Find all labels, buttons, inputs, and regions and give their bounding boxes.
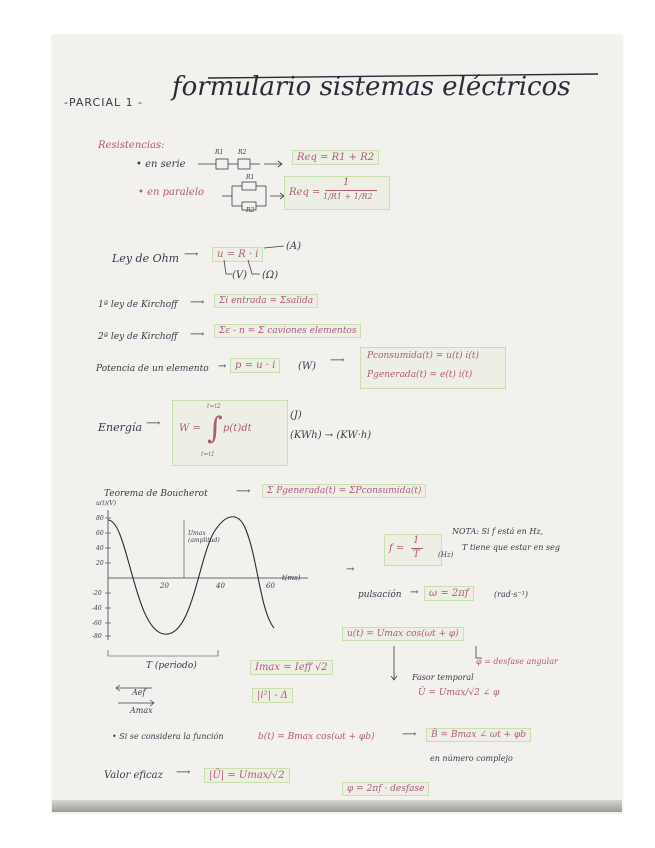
potencia-unit: (W) bbox=[298, 361, 317, 372]
ohm-formula: u = R · i bbox=[212, 247, 263, 262]
pulsacion-label: pulsación bbox=[358, 590, 402, 600]
paralelo-denominator: 1/R1 + 1/R2 bbox=[323, 192, 373, 201]
serie-label: • en serie bbox=[136, 159, 186, 170]
page-edge-shadow bbox=[52, 800, 622, 812]
aef-amax-arrows bbox=[112, 684, 162, 710]
ytick-20: 20 bbox=[96, 560, 104, 567]
paralelo-label: • en paralelo bbox=[138, 187, 205, 198]
frecuencia-den: T bbox=[413, 549, 420, 560]
kirchhoff2-arrow: ⟶ bbox=[190, 329, 205, 340]
ohm-label: Ley de Ohm bbox=[112, 252, 180, 265]
graph-ylabel: u(t)(V) bbox=[96, 500, 116, 507]
amax-label: Amax bbox=[130, 706, 153, 715]
ytick-80: 80 bbox=[96, 515, 104, 522]
eficaz-arrow: ⟶ bbox=[176, 767, 191, 778]
paralelo-lhs: Req = bbox=[289, 187, 321, 198]
potencia-result-box bbox=[360, 347, 506, 389]
kirchhoff1-label: 1ª ley de Kirchoff bbox=[98, 300, 178, 310]
frecuencia-unit: (Hz) bbox=[438, 551, 454, 559]
resistencias-heading: Resistencias: bbox=[98, 140, 165, 151]
campo-formula: b(t) = Bmax cos(ωt + φb) bbox=[258, 732, 375, 742]
paralelo-formula-box bbox=[284, 176, 390, 210]
energia-label: Energía bbox=[98, 421, 142, 434]
energia-arrow: ⟶ bbox=[146, 418, 161, 429]
paralelo-fraction-bar bbox=[325, 190, 377, 191]
energia-formula-box bbox=[172, 400, 288, 466]
graph-xlabel: t(ms) bbox=[282, 574, 301, 582]
integral-icon: ∫ bbox=[207, 411, 223, 446]
period-bracket bbox=[106, 648, 226, 662]
paralelo-resistor-diagram bbox=[222, 176, 288, 216]
ohm-unit-arrows bbox=[218, 240, 290, 280]
ytick-neg60: -60 bbox=[92, 620, 102, 627]
xtick-60: 60 bbox=[266, 582, 275, 590]
frecuencia-num: 1 bbox=[413, 535, 420, 546]
potencia-formula: p = u · i bbox=[230, 358, 280, 373]
ohm-unit-v: (V) bbox=[232, 270, 248, 281]
campo-note: en número complejo bbox=[430, 754, 513, 763]
pulsacion-formula: ω = 2πf bbox=[424, 586, 474, 601]
phi-note: φ = desfase angular bbox=[476, 657, 558, 666]
energia-upper-limit: t=t2 bbox=[207, 403, 221, 410]
energia-integrand: p(t)dt bbox=[223, 423, 252, 434]
kirchhoff1-formula: Σi entrada = Σsalida bbox=[214, 294, 318, 308]
ytick-neg20: -20 bbox=[92, 590, 102, 597]
fasor-title: Fasor temporal bbox=[412, 673, 474, 682]
energia-lower-limit: t=t1 bbox=[201, 451, 215, 458]
potencia-arrow: → bbox=[218, 361, 227, 372]
potencia-consumida: Pconsumida(t) = u(t) i(t) bbox=[367, 351, 479, 361]
potencia-label: Potencia de un elemento bbox=[96, 364, 209, 374]
desfase-formula: φ = 2πf · desfase bbox=[342, 782, 429, 796]
energia-lhs: W = bbox=[179, 423, 201, 434]
serie-r1-label: R1 bbox=[215, 149, 224, 156]
energia-unit-kwh: (KWh) → (KW·h) bbox=[290, 430, 372, 441]
xtick-20: 20 bbox=[160, 582, 169, 590]
ohm-unit-ohm: (Ω) bbox=[262, 270, 279, 281]
serie-formula: Req = R1 + R2 bbox=[292, 150, 379, 165]
eficaz-label: Valor eficaz bbox=[104, 770, 163, 781]
campo-arrow: ⟶ bbox=[402, 729, 417, 740]
imax-formula: Imax = Ieff √2 bbox=[250, 660, 333, 675]
potencia-generada: Pgenerada(t) = e(t) i(t) bbox=[367, 370, 473, 380]
period-label: T (periodo) bbox=[146, 661, 197, 671]
potencia-arrow-2: ⟶ bbox=[330, 355, 345, 366]
boucherot-formula: Σ Pgenerada(t) = ΣPconsumida(t) bbox=[262, 484, 426, 498]
ohm-arrow: ⟶ bbox=[184, 249, 199, 260]
serie-r2-label: R2 bbox=[238, 149, 247, 156]
ytick-neg80: -80 bbox=[92, 633, 102, 640]
vmax-label: Umax (amplitud) bbox=[188, 530, 220, 544]
campo-text: • Si se considera la función bbox=[112, 732, 224, 741]
i2-formula: |i²| - Δ bbox=[252, 688, 293, 703]
kirchhoff2-label: 2ª ley de Kirchoff bbox=[98, 332, 178, 342]
frecuencia-note-2: T tiene que estar en seg bbox=[462, 543, 560, 552]
paralelo-numerator: 1 bbox=[343, 177, 350, 188]
ytick-neg40: -40 bbox=[92, 605, 102, 612]
ytick-60: 60 bbox=[96, 530, 104, 537]
paralelo-r2-label: R2 bbox=[246, 207, 255, 214]
pulsacion-unit: (rad·s⁻¹) bbox=[494, 590, 529, 599]
frecuencia-lhs: f = bbox=[389, 543, 405, 554]
campo-fasor: B̄ = Bmax ∠ ωt + φb bbox=[426, 728, 531, 742]
frecuencia-box bbox=[384, 534, 442, 566]
ohm-unit-a: (A) bbox=[286, 241, 302, 252]
boucherot-arrow: ⟶ bbox=[236, 486, 251, 497]
ytick-40: 40 bbox=[96, 545, 104, 552]
paralelo-r1-label: R1 bbox=[246, 174, 255, 181]
fasor-formula: Ū = Umax/√2 ∠ φ bbox=[418, 688, 500, 698]
eficaz-formula: |Ū| = Umax/√2 bbox=[204, 768, 290, 783]
senoidal-formula: u(t) = Umax cos(ωt + φ) bbox=[342, 627, 464, 641]
aef-label: Aef bbox=[132, 688, 146, 697]
xtick-40: 40 bbox=[216, 582, 225, 590]
graph-arrow: → bbox=[346, 564, 355, 575]
title-underline bbox=[168, 72, 608, 112]
energia-unit-j: (J) bbox=[290, 410, 302, 421]
page-title: formulario sistemas eléctricos bbox=[172, 72, 571, 102]
frecuencia-note-1: NOTA: Si f está en Hz, bbox=[452, 527, 544, 536]
pulsacion-arrow: → bbox=[410, 587, 419, 598]
boucherot-label: Teorema de Boucherot bbox=[104, 489, 208, 499]
kirchhoff2-formula: Σε - n = Σ caviones elementos bbox=[214, 324, 361, 338]
section-label: -PARCIAL 1 - bbox=[64, 96, 144, 109]
kirchhoff1-arrow: ⟶ bbox=[190, 297, 205, 308]
